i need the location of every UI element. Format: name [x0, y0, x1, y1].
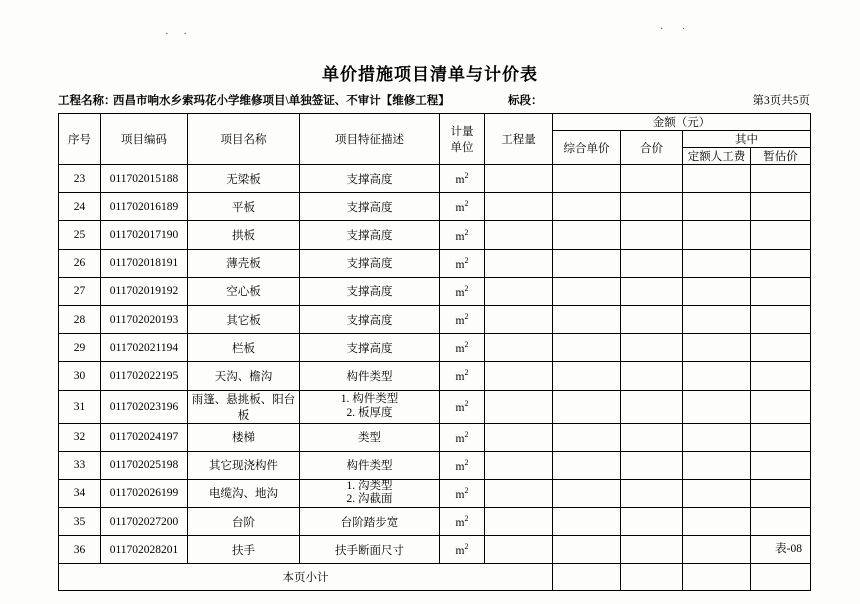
cell-item-code: 011702023196 [101, 390, 188, 423]
cell-seq: 33 [59, 451, 101, 479]
scan-speck-right: · · [660, 24, 694, 35]
summary-row [59, 564, 811, 591]
table-row [59, 451, 811, 479]
cell-quantity [485, 334, 553, 362]
header-unit [440, 114, 485, 165]
cell-unit-price [553, 334, 621, 362]
cell-labor-cost [683, 508, 751, 536]
header-item-code: 项目编码 [101, 114, 188, 165]
cell-seq: 25 [59, 221, 101, 249]
cell-item-name: 其它板 [188, 305, 300, 333]
cell-quantity [485, 165, 553, 193]
cell-total-price [621, 277, 683, 305]
cell-item-name: 空心板 [188, 277, 300, 305]
cell-total-price [621, 221, 683, 249]
cell-item-feature: 1. 构件类型 2. 板厚度 [300, 390, 440, 423]
header-unit-price: 综合单价 [553, 131, 621, 165]
header-item-name: 项目名称 [188, 114, 300, 165]
cell-item-feature: 1. 沟类型 2. 沟截面 [300, 479, 440, 507]
header-labor-cost: 定额人工费 [683, 148, 751, 165]
cell-provisional [751, 451, 811, 479]
cell-item-code: 011702020193 [101, 305, 188, 333]
table-row [59, 305, 811, 333]
header-total-price: 合价 [621, 131, 683, 165]
cell-item-feature: 支撑高度 [300, 221, 440, 249]
cell-labor-cost [683, 479, 751, 507]
header-unit-line1: 计量 [450, 126, 474, 138]
cell-provisional [751, 305, 811, 333]
cell-item-feature: 构件类型 [300, 362, 440, 390]
cell-seq: 24 [59, 193, 101, 221]
cell-total-price [621, 423, 683, 451]
table-row [59, 221, 811, 249]
summary-total-price [621, 564, 683, 591]
cell-provisional [751, 334, 811, 362]
cell-unit-price [553, 451, 621, 479]
summary-label: 本页小计 [59, 564, 553, 591]
header-unit-line2: 单位 [450, 142, 474, 154]
cell-seq: 31 [59, 390, 101, 423]
cell-provisional [751, 193, 811, 221]
cell-labor-cost [683, 249, 751, 277]
cell-total-price [621, 249, 683, 277]
cell-unit-price [553, 508, 621, 536]
page-indicator: 第3页共5页 [752, 95, 810, 107]
cell-quantity [485, 508, 553, 536]
cell-total-price [621, 390, 683, 423]
cell-item-code: 011702027200 [101, 508, 188, 536]
cell-unit: $m^2$ [440, 334, 485, 362]
cell-unit-price [553, 479, 621, 507]
cell-item-name: 电缆沟、地沟 [188, 479, 300, 507]
cell-total-price [621, 193, 683, 221]
cell-total-price [621, 334, 683, 362]
cell-item-code: 011702022195 [101, 362, 188, 390]
cell-quantity [485, 277, 553, 305]
table-row [59, 390, 811, 423]
table-row [59, 479, 811, 507]
cell-unit: $m^2$ [440, 249, 485, 277]
cell-item-code: 011702018191 [101, 249, 188, 277]
document-meta [58, 92, 810, 108]
cell-item-feature: 构件类型 [300, 451, 440, 479]
scan-speck-left: · · [165, 28, 194, 40]
table-row [59, 362, 811, 390]
cell-unit-price [553, 423, 621, 451]
cell-item-code: 011702016189 [101, 193, 188, 221]
table-body [59, 165, 811, 564]
page-title: 单价措施项目清单与计价表 [322, 65, 538, 84]
cell-total-price [621, 479, 683, 507]
cell-unit: $m^2$ [440, 165, 485, 193]
cell-item-code: 011702024197 [101, 423, 188, 451]
cell-quantity [485, 249, 553, 277]
header-amount-group: 金额（元） [553, 114, 811, 131]
table-row [59, 277, 811, 305]
cell-item-feature: 台阶踏步宽 [300, 508, 440, 536]
cell-seq: 29 [59, 334, 101, 362]
cell-quantity [485, 423, 553, 451]
cell-item-code: 011702025198 [101, 451, 188, 479]
cell-item-code: 011702021194 [101, 334, 188, 362]
cell-provisional [751, 390, 811, 423]
form-code: 表-08 [775, 543, 802, 555]
cell-quantity [485, 362, 553, 390]
cell-quantity [485, 479, 553, 507]
table-row [59, 249, 811, 277]
cell-unit: $m^2$ [440, 305, 485, 333]
cell-labor-cost [683, 221, 751, 249]
cell-labor-cost [683, 423, 751, 451]
cell-unit: $m^2$ [440, 536, 485, 564]
header-quantity: 工程量 [485, 114, 553, 165]
cell-item-name: 扶手 [188, 536, 300, 564]
cell-unit: $m^2$ [440, 451, 485, 479]
cell-unit: $m^2$ [440, 390, 485, 423]
cell-provisional [751, 423, 811, 451]
project-name-value: 西昌市响水乡索玛花小学维修项目\单独签证、不审计【维修工程】 [113, 95, 450, 107]
cell-unit: $m^2$ [440, 362, 485, 390]
cell-item-code: 011702028201 [101, 536, 188, 564]
cell-quantity [485, 193, 553, 221]
cell-item-feature: 类型 [300, 423, 440, 451]
cell-item-code: 011702017190 [101, 221, 188, 249]
header-item-feature: 项目特征描述 [300, 114, 440, 165]
table-row [59, 165, 811, 193]
summary-provisional [751, 564, 811, 591]
cell-labor-cost [683, 536, 751, 564]
cell-unit: $m^2$ [440, 277, 485, 305]
cell-provisional [751, 165, 811, 193]
cell-item-name: 无梁板 [188, 165, 300, 193]
cell-item-feature: 支撑高度 [300, 193, 440, 221]
cell-unit-price [553, 305, 621, 333]
cell-unit-price [553, 221, 621, 249]
cell-item-feature: 支撑高度 [300, 249, 440, 277]
cell-labor-cost [683, 193, 751, 221]
cell-unit-price [553, 362, 621, 390]
cell-total-price [621, 451, 683, 479]
cell-item-feature: 支撑高度 [300, 305, 440, 333]
cell-unit: $m^2$ [440, 221, 485, 249]
cell-quantity [485, 390, 553, 423]
cell-labor-cost [683, 165, 751, 193]
cell-provisional [751, 277, 811, 305]
cell-seq: 34 [59, 479, 101, 507]
cell-labor-cost [683, 334, 751, 362]
cell-seq: 23 [59, 165, 101, 193]
cell-item-name: 薄壳板 [188, 249, 300, 277]
table-header-row-1 [59, 114, 811, 131]
cell-seq: 32 [59, 423, 101, 451]
section-label: 标段： [508, 95, 543, 107]
cell-item-name: 其它现浇构件 [188, 451, 300, 479]
cell-item-name: 楼梯 [188, 423, 300, 451]
table-row [59, 536, 811, 564]
cell-total-price [621, 362, 683, 390]
summary-labor-cost [683, 564, 751, 591]
cell-labor-cost [683, 305, 751, 333]
cell-unit-price [553, 193, 621, 221]
cell-quantity [485, 221, 553, 249]
cell-seq: 26 [59, 249, 101, 277]
cell-provisional [751, 479, 811, 507]
cell-unit: $m^2$ [440, 193, 485, 221]
cell-unit: $m^2$ [440, 508, 485, 536]
cell-seq: 36 [59, 536, 101, 564]
table-row [59, 423, 811, 451]
cell-unit: $m^2$ [440, 479, 485, 507]
table-row [59, 193, 811, 221]
cell-item-code: 011702015188 [101, 165, 188, 193]
cell-unit: $m^2$ [440, 423, 485, 451]
cell-total-price [621, 508, 683, 536]
cell-quantity [485, 451, 553, 479]
bill-of-quantities-table [58, 113, 811, 591]
cell-quantity [485, 305, 553, 333]
cell-item-name: 雨篷、悬挑板、阳台板 [188, 390, 300, 423]
cell-quantity [485, 536, 553, 564]
cell-unit-price [553, 390, 621, 423]
cell-total-price [621, 536, 683, 564]
cell-seq: 30 [59, 362, 101, 390]
header-provisional: 暂估价 [751, 148, 811, 165]
cell-provisional [751, 249, 811, 277]
cell-total-price [621, 305, 683, 333]
cell-provisional [751, 508, 811, 536]
cell-item-name: 拱板 [188, 221, 300, 249]
cell-item-name: 平板 [188, 193, 300, 221]
cell-labor-cost [683, 362, 751, 390]
cell-unit-price [553, 536, 621, 564]
header-seq: 序号 [59, 114, 101, 165]
cell-seq: 35 [59, 508, 101, 536]
cell-item-feature: 支撑高度 [300, 334, 440, 362]
cell-item-code: 011702026199 [101, 479, 188, 507]
cell-seq: 28 [59, 305, 101, 333]
cell-item-name: 台阶 [188, 508, 300, 536]
cell-item-name: 天沟、檐沟 [188, 362, 300, 390]
cell-item-name: 栏板 [188, 334, 300, 362]
cell-item-feature: 支撑高度 [300, 277, 440, 305]
cell-labor-cost [683, 451, 751, 479]
cell-labor-cost [683, 390, 751, 423]
cell-item-feature: 支撑高度 [300, 165, 440, 193]
summary-unit-price [553, 564, 621, 591]
cell-unit-price [553, 277, 621, 305]
cell-total-price [621, 165, 683, 193]
cell-unit-price [553, 249, 621, 277]
cell-labor-cost [683, 277, 751, 305]
cell-item-code: 011702019192 [101, 277, 188, 305]
table-row [59, 334, 811, 362]
table-row [59, 508, 811, 536]
cell-seq: 27 [59, 277, 101, 305]
cell-provisional [751, 362, 811, 390]
project-name-label: 工程名称： [58, 95, 116, 107]
cell-item-feature: 扶手断面尺寸 [300, 536, 440, 564]
header-among-which: 其中 [683, 131, 811, 148]
cell-unit-price [553, 165, 621, 193]
cell-provisional [751, 221, 811, 249]
